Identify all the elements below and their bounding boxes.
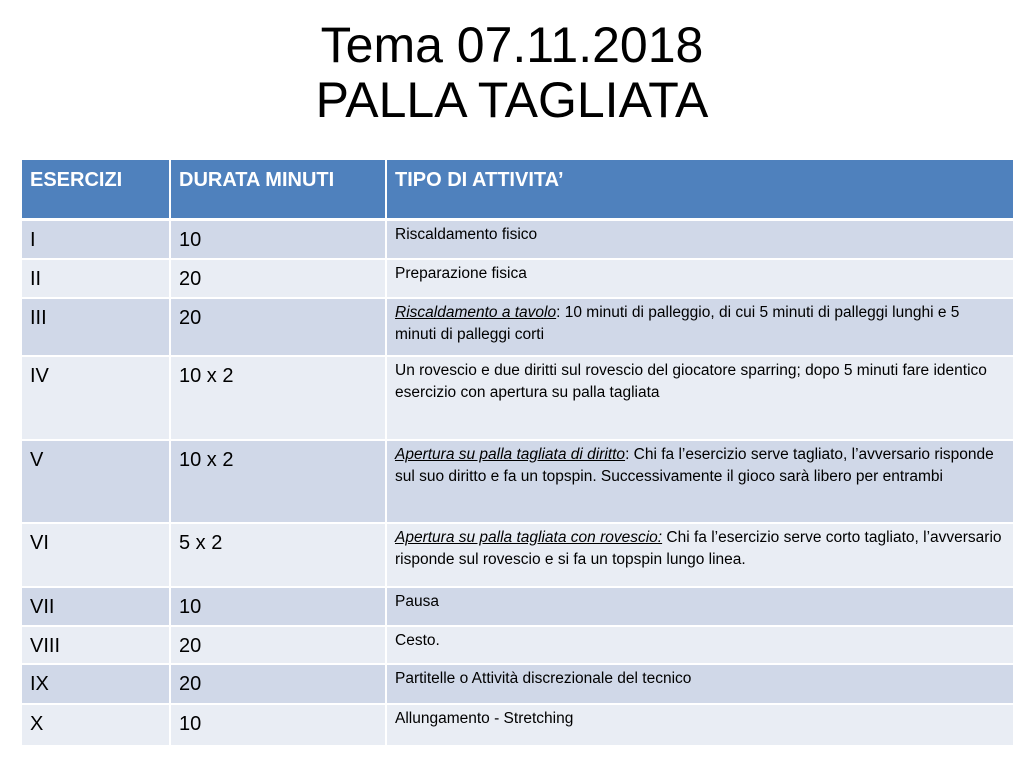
cell-esercizio: I [22, 219, 170, 259]
title-date-line: Tema 07.11.2018 [320, 17, 704, 73]
cell-attivita [386, 356, 1013, 440]
activity-lead: Apertura su palla tagliata di diritto [395, 446, 626, 463]
cell-attivita [386, 587, 1013, 626]
cell-esercizio: IX [22, 664, 170, 704]
activity-text: Cesto. [395, 632, 440, 649]
table-row [22, 626, 1013, 664]
activity-text: Allungamento - Stretching [395, 710, 574, 727]
cell-attivita [386, 664, 1013, 704]
activity-lead: Apertura su palla tagliata con rovescio: [395, 529, 663, 546]
header-tipo-attivita: TIPO DI ATTIVITA’ [386, 160, 1013, 219]
cell-durata: 10 [170, 587, 386, 626]
table-row [22, 704, 1013, 746]
cell-esercizio: VI [22, 523, 170, 587]
table-row [22, 259, 1013, 298]
title-topic-line: PALLA TAGLIATA [315, 72, 709, 128]
training-plan-table [22, 160, 1013, 747]
cell-attivita [386, 704, 1013, 746]
cell-esercizio: III [22, 298, 170, 356]
cell-durata: 20 [170, 626, 386, 664]
activity-text: Riscaldamento fisico [395, 225, 538, 243]
slide-title [0, 18, 1024, 128]
cell-esercizio: IV [22, 356, 170, 440]
table-row [22, 523, 1013, 587]
table-row [22, 356, 1013, 440]
activity-text: Un rovescio e due diritti sul rovescio del giocatore sparring; dopo 5 minuti fare identico esercizio con apertura su palla tagliata [395, 362, 987, 401]
cell-attivita [386, 298, 1013, 356]
header-durata: DURATA MINUTI [170, 160, 386, 219]
cell-esercizio: VII [22, 587, 170, 626]
cell-esercizio: II [22, 259, 170, 298]
cell-durata: 10 [170, 219, 386, 259]
activity-lead: Riscaldamento a tavolo [395, 304, 557, 321]
header-esercizi: ESERCIZI [22, 160, 170, 219]
cell-attivita [386, 259, 1013, 298]
table-header-row [22, 160, 1013, 219]
cell-durata: 10 x 2 [170, 356, 386, 440]
cell-durata: 20 [170, 664, 386, 704]
cell-durata: 10 [170, 704, 386, 746]
activity-text: : Chi fa l’esercizio serve tagliato, l’avversario risponde sul suo diritto e fa un topspin. Successivamente il gioco sarà libero per entrambi [395, 446, 994, 485]
table-row [22, 219, 1013, 259]
activity-text: Preparazione fisica [395, 265, 527, 282]
activity-text: : 10 minuti di palleggio, di cui 5 minuti di palleggi lunghi e 5 minuti di palleggi corti [395, 304, 960, 343]
cell-attivita [386, 440, 1013, 523]
cell-esercizio: VIII [22, 626, 170, 664]
table-row [22, 587, 1013, 626]
activity-text: Partitelle o Attività discrezionale del tecnico [395, 670, 692, 687]
cell-esercizio: V [22, 440, 170, 523]
table-row [22, 298, 1013, 356]
cell-attivita [386, 219, 1013, 259]
cell-durata: 5 x 2 [170, 523, 386, 587]
cell-durata: 10 x 2 [170, 440, 386, 523]
cell-durata: 20 [170, 259, 386, 298]
table-row [22, 664, 1013, 704]
cell-attivita [386, 626, 1013, 664]
cell-esercizio: X [22, 704, 170, 746]
cell-durata: 20 [170, 298, 386, 356]
activity-text: Pausa [395, 593, 439, 610]
table-row [22, 440, 1013, 523]
activity-text: Chi fa l’esercizio serve corto tagliato, l’avversario risponde sul rovescio e si fa un topspin lungo linea. [395, 529, 1002, 568]
cell-attivita [386, 523, 1013, 587]
